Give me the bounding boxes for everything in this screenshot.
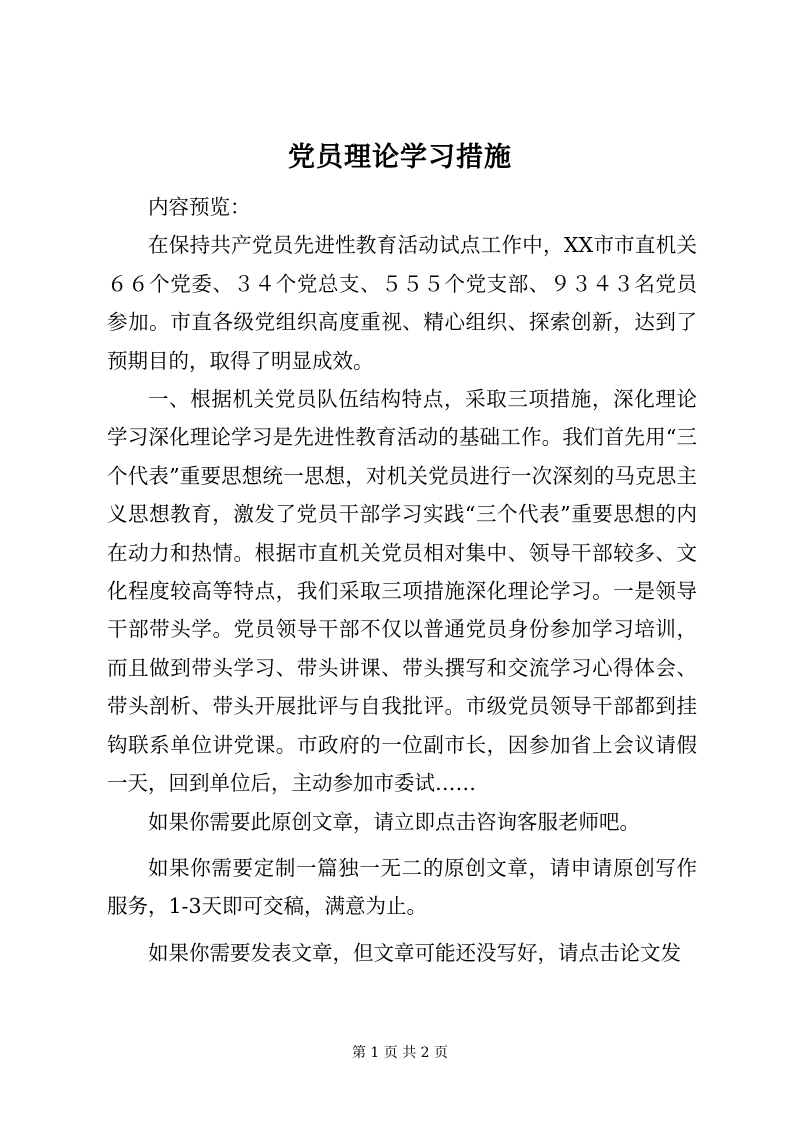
paragraph-custom-writing: 如果你需要定制一篇独一无二的原创文章，请申请原创写作服务，1-3天即可交稿，满意为止。 bbox=[107, 855, 697, 919]
paragraph-publish: 如果你需要发表文章，但文章可能还没写好，请点击论文发 bbox=[148, 940, 681, 965]
paragraph-contact: 如果你需要此原创文章，请立即点击咨询客服老师吧。 bbox=[148, 809, 640, 834]
preview-label: 内容预览： bbox=[148, 195, 251, 219]
document-title: 党员理论学习措施 bbox=[288, 142, 512, 173]
paragraph-measures: 一、根据机关党员队伍结构特点，采取三项措施，深化理论学习深化理论学习是先进性教育活动的基础工作。我们首先用“三个代表”重要思想统一思想，对机关党员进行一次深刻的马克思主义思想教育，激发了党员干部学习实践“三个代表”重要思想的内在动力和热情。根据市直机关党员相对集中、领导干部较多、文化程度较高等特点，我们采取三项措施深化理论学习。一是领导干部带头学。党员领导干部不仅以普通党员身份参加学习培训，而且做到带头学习、带头讲课、带头撰写和交流学习心得体会、带头剖析、带头开展批评与自我批评。市级党员领导干部都到挂钩联系单位讲党课。市政府的一位副市长，因参加省上会议请假一天，回到单位后，主动参加市委试…… bbox=[107, 387, 697, 796]
page-number: 第 1 页 共 2 页 bbox=[351, 1045, 449, 1061]
paragraph-intro: 在保持共产党员先进性教育活动试点工作中，XX市市直机关６６个党委、３４个党总支、５５５个党支部、９３４３名党员参加。市直各级党组织高度重视、精心组织、探索创新，达到了预期目的，取得了明显成效。 bbox=[107, 233, 697, 373]
document-body bbox=[107, 188, 697, 972]
